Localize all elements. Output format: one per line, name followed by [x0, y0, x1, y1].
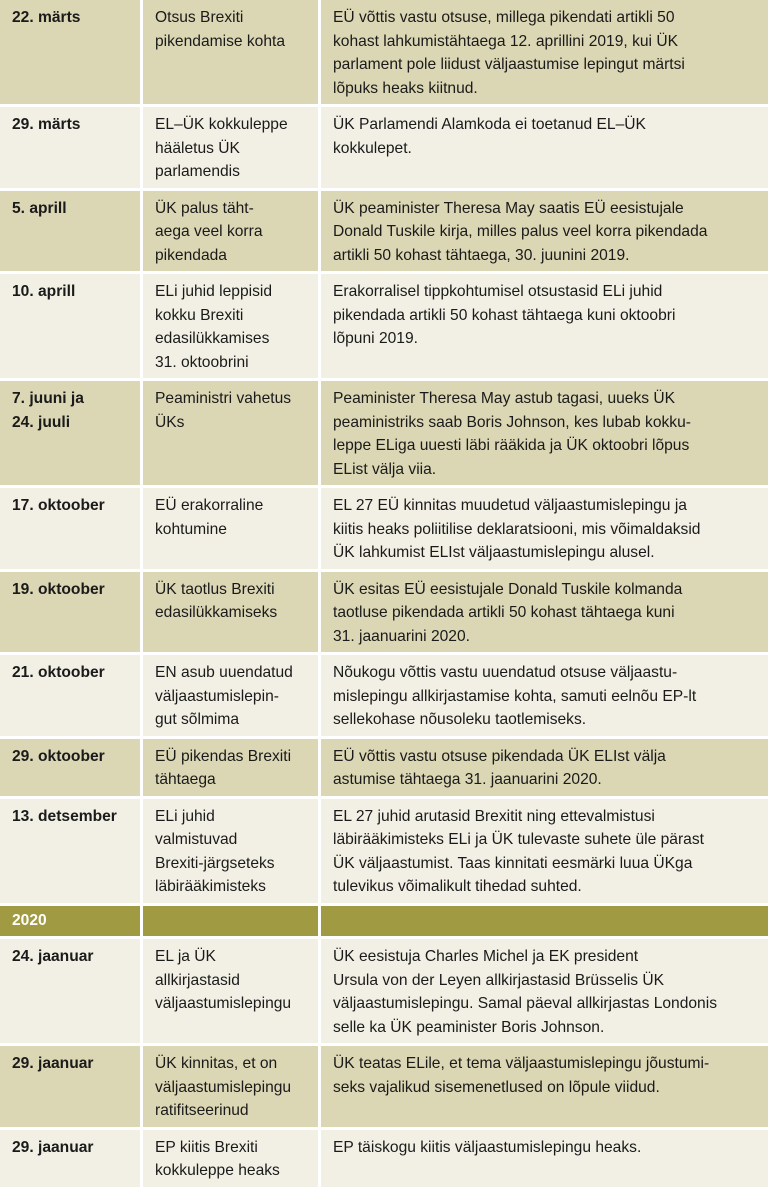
row-date: 13. detsember: [0, 799, 143, 906]
table-row: [0, 1130, 768, 1190]
table-row: [0, 799, 768, 906]
row-event: EL ja ÜK allkirjastasid väljaastumislepingu: [143, 939, 321, 1046]
row-date: 10. aprill: [0, 274, 143, 381]
row-event: ÜK palus täht- aega veel korra pikendada: [143, 191, 321, 275]
year-row-spacer: [321, 906, 768, 940]
row-description: Nõukogu võttis vastu uuendatud otsuse väljaastu- mislepingu allkirjastamise kohta, samuti eelnõu EP-lt sellekohase nõusoleku taotlemiseks.: [321, 655, 768, 739]
row-date: 7. juuni ja 24. juuli: [0, 381, 143, 488]
table-row: [0, 572, 768, 656]
row-event: EP kiitis Brexiti kokkuleppe heaks: [143, 1130, 321, 1190]
row-event: ÜK taotlus Brexiti edasilükkamiseks: [143, 572, 321, 656]
table-row: [0, 381, 768, 488]
row-event: ÜK kinnitas, et on väljaastumislepingu ratifitseerinud: [143, 1046, 321, 1130]
row-date: 19. oktoober: [0, 572, 143, 656]
row-event: Otsus Brexiti pikendamise kohta: [143, 0, 321, 107]
table-row: [0, 107, 768, 191]
table-row: [0, 191, 768, 275]
row-date: 29. oktoober: [0, 739, 143, 799]
row-date: 29. märts: [0, 107, 143, 191]
row-description: ÜK Parlamendi Alamkoda ei toetanud EL–ÜK kokkulepet.: [321, 107, 768, 191]
year-header-row: [0, 906, 768, 940]
row-event: EN asub uuendatud väljaastumislepin- gut sõlmima: [143, 655, 321, 739]
row-description: Peaminister Theresa May astub tagasi, uueks ÜK peaministriks saab Boris Johnson, kes lubab kokku- leppe ELiga uuesti läbi rääkida ja ÜK oktoobri lõpus EList välja viia.: [321, 381, 768, 488]
row-date: 29. jaanuar: [0, 1130, 143, 1190]
row-date: 24. jaanuar: [0, 939, 143, 1046]
table-row: [0, 655, 768, 739]
row-event: EÜ erakorraline kohtumine: [143, 488, 321, 572]
row-event: ELi juhid leppisid kokku Brexiti edasilükkamises 31. oktoobrini: [143, 274, 321, 381]
row-description: EP täiskogu kiitis väljaastumislepingu heaks.: [321, 1130, 768, 1190]
year-row-spacer: [143, 906, 321, 940]
table-row: [0, 0, 768, 107]
table-row: [0, 488, 768, 572]
row-description: EL 27 EÜ kinnitas muudetud väljaastumislepingu ja kiitis heaks poliitilise deklaratsiooni, mis võimaldaksid ÜK lahkumist ELIst väljaastumislepingu alusel.: [321, 488, 768, 572]
row-description: EL 27 juhid arutasid Brexitit ning ettevalmistusi läbirääkimisteks ELi ja ÜK tulevaste suhete üle pärast ÜK väljaastumist. Taas kinnitati eesmärki luua ÜKga tulevikus võimalikult tihedad suhted.: [321, 799, 768, 906]
table-row: [0, 1046, 768, 1130]
row-description: ÜK teatas ELile, et tema väljaastumislepingu jõustumi- seks vajalikud sisemenetlused on lõpule viidud.: [321, 1046, 768, 1130]
year-label: 2020: [0, 906, 143, 940]
row-event: EÜ pikendas Brexiti tähtaega: [143, 739, 321, 799]
row-date: 21. oktoober: [0, 655, 143, 739]
row-description: ÜK esitas EÜ eesistujale Donald Tuskile kolmanda taotluse pikendada artikli 50 kohast tähtaega kuni 31. jaanuarini 2020.: [321, 572, 768, 656]
table-row: [0, 274, 768, 381]
row-date: 5. aprill: [0, 191, 143, 275]
row-date: 29. jaanuar: [0, 1046, 143, 1130]
row-event: Peaministri vahetus ÜKs: [143, 381, 321, 488]
row-description: EÜ võttis vastu otsuse pikendada ÜK ELIst välja astumise tähtaega 31. jaanuarini 2020.: [321, 739, 768, 799]
row-description: Erakorralisel tippkohtumisel otsustasid ELi juhid pikendada artikli 50 kohast tähtaega kuni oktoobri lõpuni 2019.: [321, 274, 768, 381]
table-row: [0, 939, 768, 1046]
table-row: [0, 739, 768, 799]
row-date: 17. oktoober: [0, 488, 143, 572]
row-event: EL–ÜK kokkuleppe hääletus ÜK parlamendis: [143, 107, 321, 191]
row-description: EÜ võttis vastu otsuse, millega pikendati artikli 50 kohast lahkumistähtaega 12. aprillini 2019, kui ÜK parlament pole liidust väljaastumise lepingut märtsi lõpuks heaks kiitnud.: [321, 0, 768, 107]
row-description: ÜK peaminister Theresa May saatis EÜ eesistujale Donald Tuskile kirja, milles palus veel korra pikendada artikli 50 kohast tähtaega, 30. juunini 2019.: [321, 191, 768, 275]
row-date: 22. märts: [0, 0, 143, 107]
row-event: ELi juhid valmistuvad Brexiti-järgseteks läbirääkimisteks: [143, 799, 321, 906]
row-description: ÜK eesistuja Charles Michel ja EK president Ursula von der Leyen allkirjastasid Brüsselis ÜK väljaastumislepingu. Samal päeval allkirjastas Londonis selle ka ÜK peaminister Boris Johnson.: [321, 939, 768, 1046]
